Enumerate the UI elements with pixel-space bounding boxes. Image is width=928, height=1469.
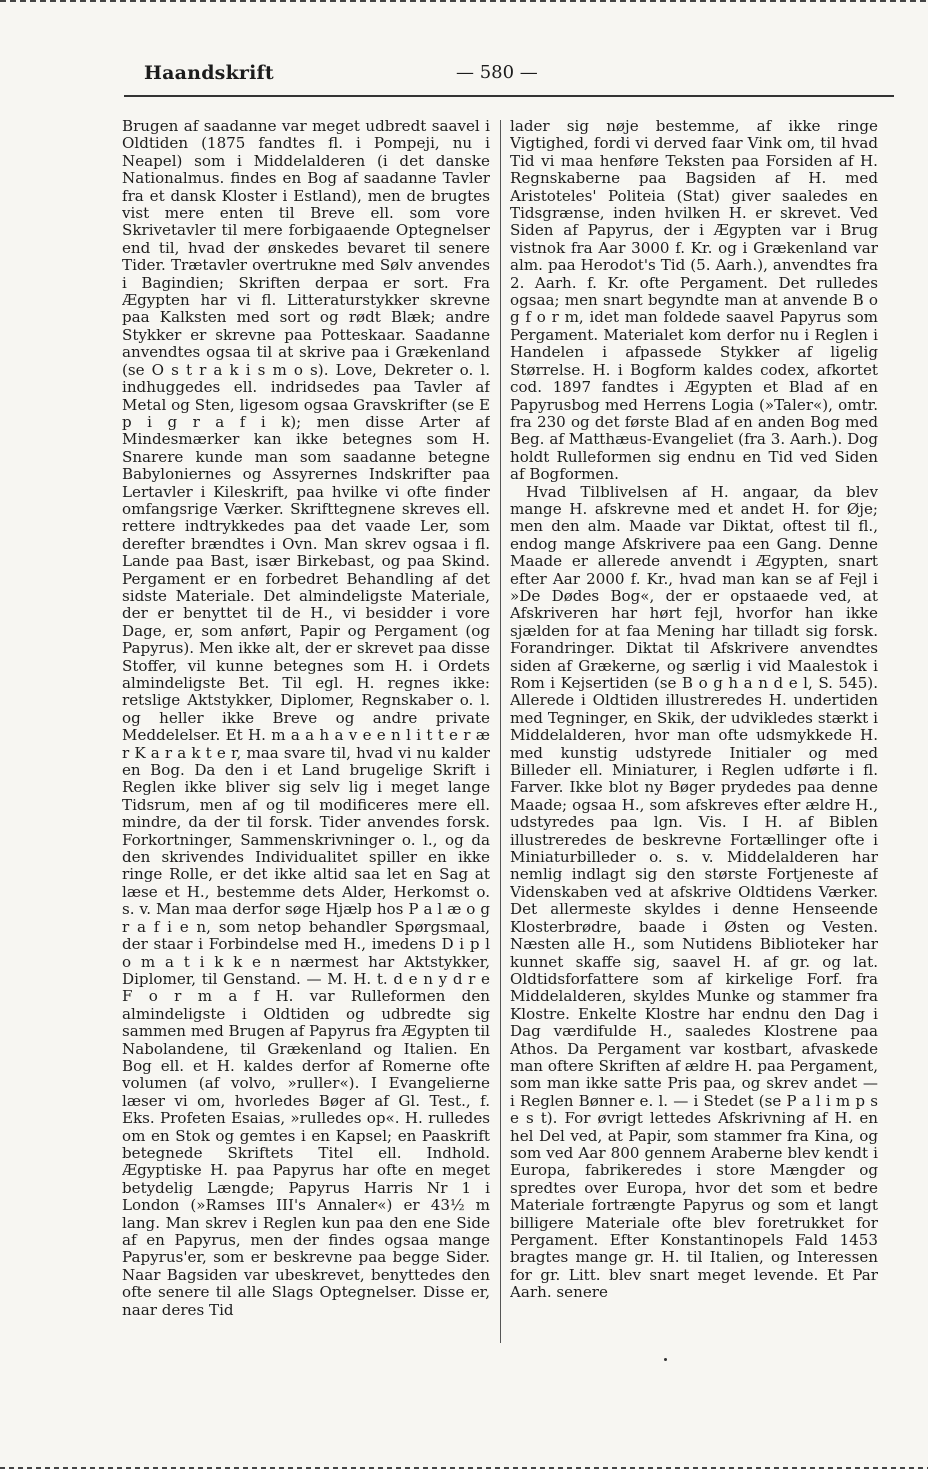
running-head-title: Haandskrift [144,62,274,84]
right-paragraph-2: Hvad Tilblivelsen af H. angaar, da blev mange H. afskrevne med et andet H. for Øje; men den alm. Maade var Diktat, oftest til fl., endog mange Afskrivere paa een Gang. Denne Maade er allerede anvendt i Ægypten, snart efter Aar 2000 f. Kr., hvad man kan se af Fejl i »De Dødes Bog«, der er opstaaede ved, at Afskriveren har hørt fejl, hvorfor han ikke sjælden for at faa Mening har tilladt sig forsk. Forandringer. Diktat til Afskrivere anvendtes siden af Grækerne, og særlig i vid Maalestok i Rom i Kejsertiden (se B o g h a n d e l, S. 545). Allerede i Oldtiden illustreredes H. undertiden med Tegninger, en Skik, der udvikledes stærkt i Middelalderen, hvor man ofte udsmykkede H. med kunstig udstyrede Initialer og med Billeder ell. Miniaturer, i Reglen udførte i fl. Farver. Ikke blot ny Bøger prydedes paa denne Maade; ogsaa H., som afskreves efter ældre H., udstyredes paa lgn. Vis. I H. af Biblen illustreredes de beskrevne Fortællinger ofte i Miniaturbilleder o. s. v. Middelalderen har nemlig indlagt sig den største Fortjeneste af Videnskaben ved at afskrive Oldtidens Værker. Det allermeste skyldes i denne Henseende Klosterbrødre, baade i Østen og Vesten. Næsten alle H., som Nutidens Biblioteker har kunnet skaffe sig, saavel H. af gr. og lat. Oldtidsforfattere som af kirkelige Forf. fra Middelalderen, skyldes Munke og stammer fra Klostre. Enkelte Klostre har endnu den Dag i Dag værdifulde H., saaledes Klostrene paa Athos. Da Pergament var kostbart, afvaskede man oftere Skriften af ældre H. paa Pergament, som man ikke satte Pris paa, og skrev andet — i Reglen Bønner e. l. — i Stedet (se P a l i m p s e s t). For øvrigt lettedes Afskrivning af H. en hel Del ved, at Papir, som stammer fra Kina, og som ved Aar 800 gennem Araberne blev kendt i Europa, fabrikeredes i store Mængder og spredtes over Europa, hvor det som et bedre Materiale fortrængte Papyrus og som et langt billigere Materiale ofte blev foretrukket for Pergament. Efter Konstantinopels Fald 1453 bragtes mange gr. H. til Italien, og Interessen for gr. Litt. blev snart meget levende. Et Par Aarh. senere [510,482,878,1302]
right-column [510,118,878,1347]
right-paragraph-1: lader sig nøje bestemme, af ikke ringe Vigtighed, fordi vi derved faar Vink om, til hvad Tid vi maa henføre Teksten paa Forsiden af H. Regnskaberne paa Bagsiden af H. med Aristoteles' Politeia (Stat) giver saaledes en Tidsgrænse, inden hvilken H. er skrevet. Ved Siden af Papyrus, der i Ægypten var i Brug vistnok fra Aar 3000 f. Kr. og i Grækenland var alm. paa Herodot's Tid (5. Aarh.), anvendtes fra 2. Aarh. f. Kr. ofte Pergament. Det rulledes ogsaa; men snart begyndte man at anvende B o g f o r m, idet man foldede saavel Papyrus som Pergament. Materialet kom derfor nu i Reglen i Handelen i afpassede Stykker af ligelig Størrelse. H. i Bogform kaldes codex, afkortet cod. 1897 fandtes i Ægypten et Blad af en Papyrusbog med Herrens Logia (»Taler«), omtr. fra 230 og det første Blad af en anden Bog med Beg. af Matthæus-Evangeliet (fra 3. Aarh.). Dog holdt Rulleformen sig endnu en Tid ved Siden af Bogformen. [510,118,878,484]
column-separator [500,120,501,1343]
left-paragraph-1: Brugen af saadanne var meget udbredt saavel i Oldtiden (1875 fandtes fl. i Pompeji, nu i Neapel) som i Middelalderen (i det danske Nationalmus. findes en Bog af saadanne Tavler fra et dansk Kloster i Estland), men de brugtes vist mere enten til Breve ell. som vore Skrivetavler til mere forbigaaende Optegnelser end til, hvad der ønskedes bevaret til senere Tider. Trætavler overtrukne med Sølv anvendes i Bagindien; Skriften derpaa er sort. Fra Ægypten har vi fl. Litteraturstykker skrevne paa Kalksten med sort og rødt Blæk; andre Stykker er skrevne paa Potteskaar. Saadanne anvendtes ogsaa til at skrive paa i Grækenland (se O s t r a k i s m o s). Love, Dekreter o. l. indhuggedes ell. indridsedes paa Tavler af Metal og Sten, ligesom ogsaa Gravskrifter (se E p i g r a f i k); men disse Arter af Mindesmærker kan ikke betegnes som H. Snarere kunde man som saadanne betegne Babyloniernes og Assyrernes Indskrifter paa Lertavler i Kileskrift, paa hvilke vi ofte finder omfangsrige Værker. Skrifttegnene skreves ell. rettere indtrykkedes paa det vaade Ler, som derefter brændtes i Ovn. Man skrev ogsaa i fl. Lande paa Bast, især Birkebast, og paa Skind. Pergament er en forbedret Behandling af det sidste Materiale. Det almindeligste Materiale, der er benyttet til de H., vi besidder i vore Dage, er, som anført, Papir og Pergament (og Papyrus). Men ikke alt, der er skrevet paa disse Stoffer, vil kunne betegnes som H. i Ordets almindeligste Bet. Til egl. H. regnes ikke: retslige Aktstykker, Diplomer, Regnskaber o. l. og heller ikke Breve og andre private Meddelelser. Et H. m a a h a v e e n l i t t e r æ r K a r a k t e r, maa svare til, hvad vi nu kalder en Bog. Da den i et Land brugelige Skrift i Reglen ikke bliver sig selv lig i meget lange Tidsrum, men af og til modificeres mere ell. mindre, da der til forsk. Tider anvendes forsk. Forkortninger, Sammenskrivninger o. l., og da den skrivendes Individualitet spiller en ikke ringe Rolle, er det ikke altid saa let en Sag at læse et H., bestemme dets Alder, Herkomst o. s. v. Man maa derfor søge Hjælp hos P a l æ o g r a f i e n, som netop behandler Spørgsmaal, der staar i Forbindelse med H., imedens D i p l o m a t i k k e n nærmest har Aktstykker, Diplomer, til Genstand. — M. H. t. d e n y d r e F o r m a f H. var Rulleformen den almindeligste i Oldtiden og udbredte sig sammen med Brugen af Papyrus fra Ægypten til Nabolandene, til Grækenland og Italien. En Bog ell. et H. kaldes derfor af Romerne ofte volumen (af volvo, »ruller«). I Evangelierne læser vi om, hvorledes Bøger af Gl. Test., f. Eks. Profeten Esaias, »rulledes op«. H. rulledes om en Stok og gemtes i en Kapsel; en Paaskrift betegnede Skriftets Titel ell. Indhold. Ægyptiske H. paa Papyrus har ofte en meget betydelig Længde; Papyrus Harris Nr 1 i London (»Ramses III's Annaler«) er 43½ m lang. Man skrev i Reglen kun paa den ene Side af en Papyrus, men der findes ogsaa mange Papyrus'er, som er beskrevne paa begge Sider. Naar Bagsiden var ubeskrevet, benyttedes den ofte senere til alle Slags Optegnelser. Disse er, naar deres Tid [122,118,490,1319]
left-column [122,118,490,1347]
top-edge-artifact [0,0,928,2]
page-header [144,62,868,92]
header-rule [124,95,894,97]
ink-speck [664,1358,667,1361]
page-number: — 580 — [456,62,538,83]
